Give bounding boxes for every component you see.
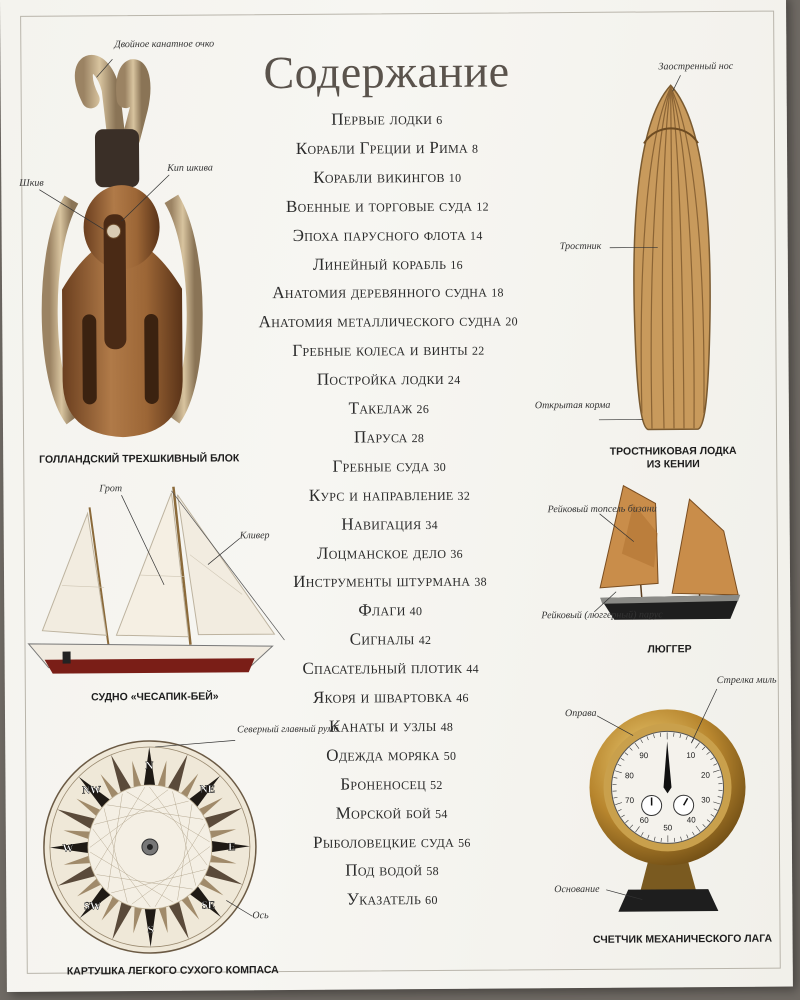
- toc-entry-page: 40: [409, 604, 423, 619]
- label-north-point: Северный главный румб: [237, 723, 339, 736]
- label-reed: Тростник: [559, 240, 602, 253]
- pulley-block-illustration: [30, 49, 213, 450]
- compass-point-label: NW: [82, 784, 102, 797]
- toc-entry: [216, 859, 568, 881]
- dial-number: 50: [663, 823, 673, 833]
- toc-entry-title: Указатель: [346, 889, 422, 909]
- toc-entry: [213, 397, 565, 419]
- toc-entry-title: Корабли викингов: [313, 166, 445, 187]
- toc-entry-page: 16: [450, 257, 463, 272]
- toc-entry-title: Гребные суда: [332, 455, 430, 476]
- compass-point-label: E: [228, 841, 236, 854]
- toc-entry-page: 56: [457, 835, 471, 850]
- schooner-illustration: [21, 484, 292, 686]
- label-pointed-bow: Заостренный нос: [658, 60, 734, 73]
- toc-entry-title: Военные и торговые суда: [285, 195, 473, 216]
- toc-entry-page: 38: [474, 575, 487, 590]
- toc-entry: [215, 744, 567, 766]
- toc-entry-title: Под водой: [345, 860, 423, 881]
- toc-entry: [211, 137, 563, 159]
- label-sheave: Шкив: [19, 177, 44, 189]
- toc-entry-page: 58: [426, 864, 439, 879]
- toc-entry-title: Анатомия металлического судна: [258, 310, 502, 332]
- compass-point-label: SE: [201, 899, 216, 912]
- toc-entry-page: 54: [435, 806, 448, 821]
- toc-entry-title: Курс и направление: [308, 484, 454, 505]
- toc-entry-page: 50: [443, 748, 457, 763]
- toc-entry: [215, 686, 567, 708]
- toc-entry-title: Навигация: [341, 513, 422, 534]
- toc-entry-title: Спасательный плотик: [302, 657, 463, 678]
- toc-entry-page: 48: [440, 719, 454, 734]
- caption-reed-boat: ТРОСТНИКОВАЯ ЛОДКА ИЗ КЕНИИ: [609, 444, 737, 471]
- dial-number: 20: [700, 770, 710, 780]
- compass-point-label: N: [145, 759, 154, 773]
- toc-entry-page: 46: [456, 690, 469, 705]
- toc-entry-title: Паруса: [353, 427, 408, 447]
- toc-entry-page: 30: [433, 459, 447, 474]
- label-axis: Ось: [252, 910, 269, 922]
- toc-entry-page: 12: [476, 199, 489, 214]
- toc-entry: [211, 108, 563, 130]
- toc-entry-title: Канаты и узлы: [328, 715, 437, 736]
- toc-entry-page: 8: [471, 141, 479, 156]
- toc-entry-title: Анатомия деревянного судна: [272, 281, 488, 303]
- toc-entry: [212, 224, 564, 246]
- toc-entry-page: 42: [418, 633, 432, 648]
- toc-entry-page: 52: [430, 777, 443, 792]
- toc-entry-title: Лоцманское дело: [316, 542, 447, 563]
- label-rim: Оправа: [564, 707, 597, 720]
- dial-number: 70: [625, 795, 635, 806]
- toc-entry: [212, 310, 564, 332]
- toc-entry: [213, 455, 565, 477]
- label-base: Основание: [554, 883, 600, 896]
- caption-compass: КАРТУШКА ЛЕГКОГО СУХОГО КОМПАСА: [66, 964, 279, 978]
- caption-log-counter: СЧЕТЧИК МЕХАНИЧЕСКОГО ЛАГА: [592, 932, 773, 946]
- toc-entry: [213, 426, 565, 448]
- dial-number: 80: [624, 771, 634, 781]
- toc-entry-title: Одежда моряка: [326, 744, 440, 765]
- dial-number: 40: [686, 815, 696, 825]
- dial-number: 30: [701, 795, 711, 805]
- toc-entry-title: Постройка лодки: [316, 369, 444, 389]
- toc-entry-title: Линейный корабль: [312, 253, 447, 274]
- label-sheave-pin: Кип шкива: [167, 162, 213, 174]
- toc-entry: [216, 802, 568, 824]
- dial-number: 10: [686, 750, 696, 760]
- label-jib: Кливер: [239, 530, 270, 542]
- toc-entry-title: Первые лодки: [331, 108, 433, 129]
- toc-entry-title: Эпоха парусного флота: [292, 224, 467, 245]
- toc-entry-page: 44: [466, 661, 479, 676]
- toc-entry-title: Корабли Греции и Рима: [295, 137, 469, 158]
- label-mainsail: Грот: [99, 483, 123, 495]
- toc-entry-page: 60: [425, 893, 438, 908]
- toc-entry-title: Такелаж: [348, 398, 413, 418]
- toc-entry-title: Флаги: [358, 600, 406, 620]
- compass-point-label: SW: [83, 900, 101, 913]
- caption-schooner: СУДНО «ЧЕСАПИК-БЕЙ»: [91, 690, 219, 704]
- toc-entry: [212, 253, 564, 275]
- toc-entry-page: 18: [491, 285, 504, 300]
- toc-entry: [211, 166, 563, 188]
- toc-entry-title: Сигналы: [349, 629, 415, 649]
- label-open-stern: Открытая корма: [534, 399, 611, 412]
- toc-entry-page: 36: [450, 546, 463, 561]
- toc-entry-page: 28: [411, 430, 425, 446]
- toc-entry: [216, 888, 568, 910]
- toc-entry-title: Инструменты штурмана: [293, 571, 471, 592]
- page-title: Содержание: [263, 45, 510, 99]
- toc-entry-page: 6: [436, 112, 443, 127]
- log-counter-illustration: [587, 701, 749, 922]
- toc-entry-title: Якоря и швартовка: [312, 686, 453, 707]
- toc-entry-title: Морской бой: [335, 802, 432, 823]
- dial-number: 60: [639, 815, 649, 825]
- toc-entry-title: Рыболовецкие суда: [313, 831, 455, 852]
- reed-boat-illustration: [626, 83, 718, 434]
- toc-entry-page: 32: [457, 488, 471, 503]
- toc-entry-page: 10: [448, 170, 462, 185]
- toc-entry-page: 24: [447, 372, 461, 387]
- compass-point-label: NE: [199, 783, 216, 796]
- toc-entry: [212, 339, 564, 361]
- label-double-eye: Двойное канатное очко: [114, 38, 215, 51]
- compass-point-label: S: [147, 923, 154, 936]
- compass-card-illustration: [41, 738, 259, 956]
- toc-entry: [212, 281, 564, 303]
- compass-point-label: W: [62, 842, 74, 855]
- toc-entry-title: Гребные колеса и винты: [292, 339, 469, 361]
- label-lugsail: Рейковый (люггерный) парус: [541, 609, 663, 622]
- caption-pulley-block: ГОЛЛАНДСКИЙ ТРЕХШКИВНЫЙ БЛОК: [39, 452, 240, 466]
- toc-entry-page: 14: [469, 228, 483, 243]
- toc-entry: [213, 368, 565, 390]
- toc-entry: [216, 831, 568, 853]
- toc-entry-page: 26: [416, 402, 430, 417]
- toc-entry: [211, 195, 563, 217]
- label-mile-needle: Стрелка миль: [716, 674, 777, 687]
- label-lug-topsail: Рейковый топсель бизани: [547, 503, 657, 516]
- toc-entry-title: Броненосец: [340, 773, 427, 794]
- toc-entry-page: 34: [425, 517, 439, 532]
- toc-entry-page: 20: [505, 314, 518, 329]
- toc-entry-page: 22: [471, 343, 485, 358]
- toc-entry: [215, 773, 567, 795]
- caption-lugger: ЛЮГГЕР: [647, 643, 692, 656]
- dial-number: 90: [639, 751, 649, 761]
